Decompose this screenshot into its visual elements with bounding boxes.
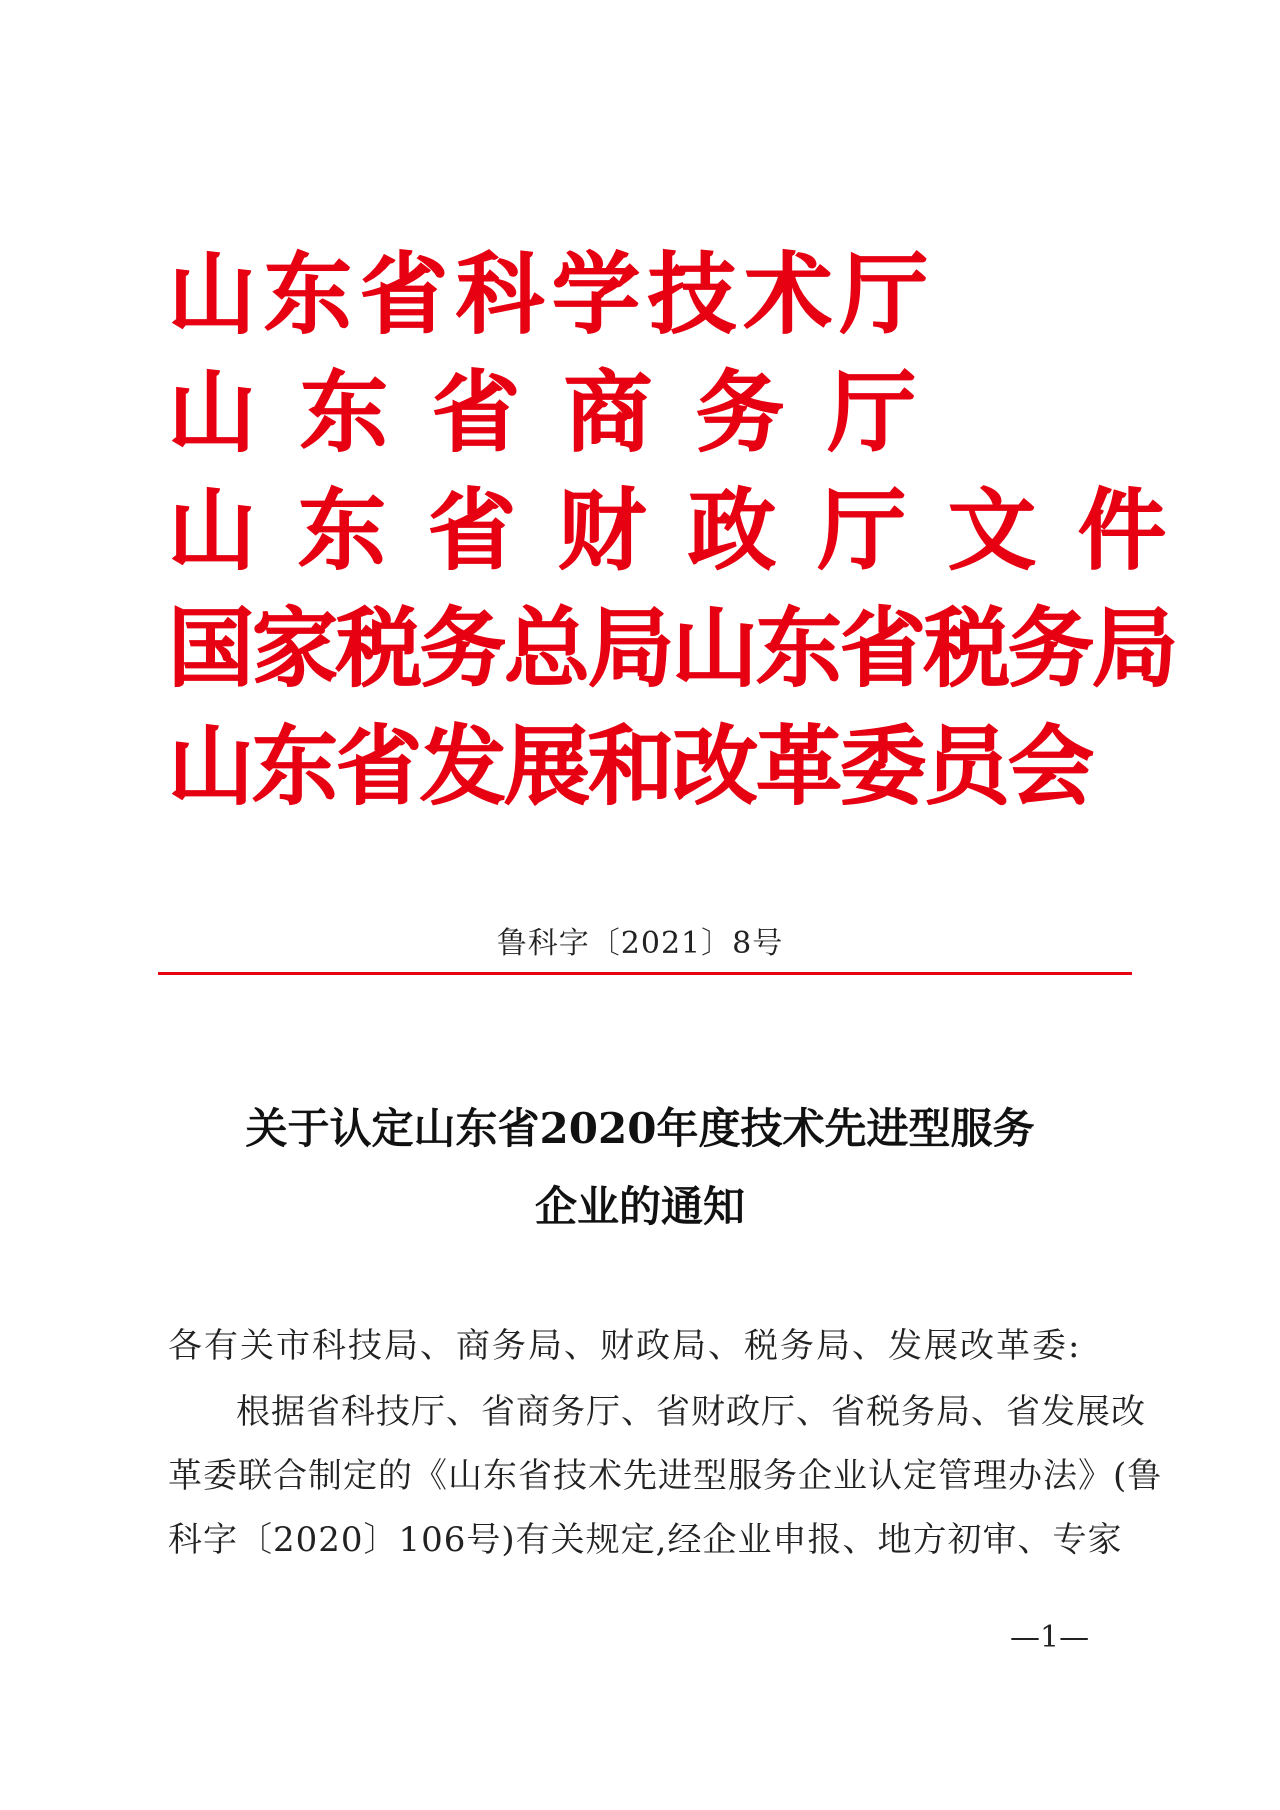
header-line-reform-commission: 山东省发展和改革委员会 (168, 717, 1092, 817)
document-title-line-2: 企业的通知 (534, 1182, 745, 1231)
body-line: 根据省科技厅、省商务厅、省财政厅、省税务局、省发展改 (236, 1392, 1146, 1432)
salutation: 各有关市科技局、商务局、财政局、税务局、发展改革委: (168, 1326, 1082, 1366)
page-number: —1— (1010, 1620, 1090, 1655)
header-line-finance-dept: 山东省财政厅文件 (168, 479, 1209, 582)
body-line: 革委联合制定的《山东省技术先进型服务企业认定管理办法》(鲁 (168, 1456, 1163, 1496)
document-number: 鲁科字〔2021〕8号 (496, 926, 784, 961)
body-paragraph (168, 1380, 1163, 1572)
header-line-commerce-dept: 山东省商务厅 (168, 361, 961, 464)
header-line-science-dept: 山东省科学技术厅 (168, 243, 937, 346)
document-title (0, 1090, 1280, 1246)
red-divider-line (158, 972, 1132, 975)
header-line-tax-bureau: 国家税务总局山东省税务局 (168, 599, 1176, 699)
body-line: 科字〔2020〕106号)有关规定,经企业申报、地方初审、专家 (168, 1520, 1123, 1560)
document-title-line-1: 关于认定山东省2020年度技术先进型服务 (245, 1104, 1035, 1153)
issuing-authorities-header (168, 236, 1209, 826)
